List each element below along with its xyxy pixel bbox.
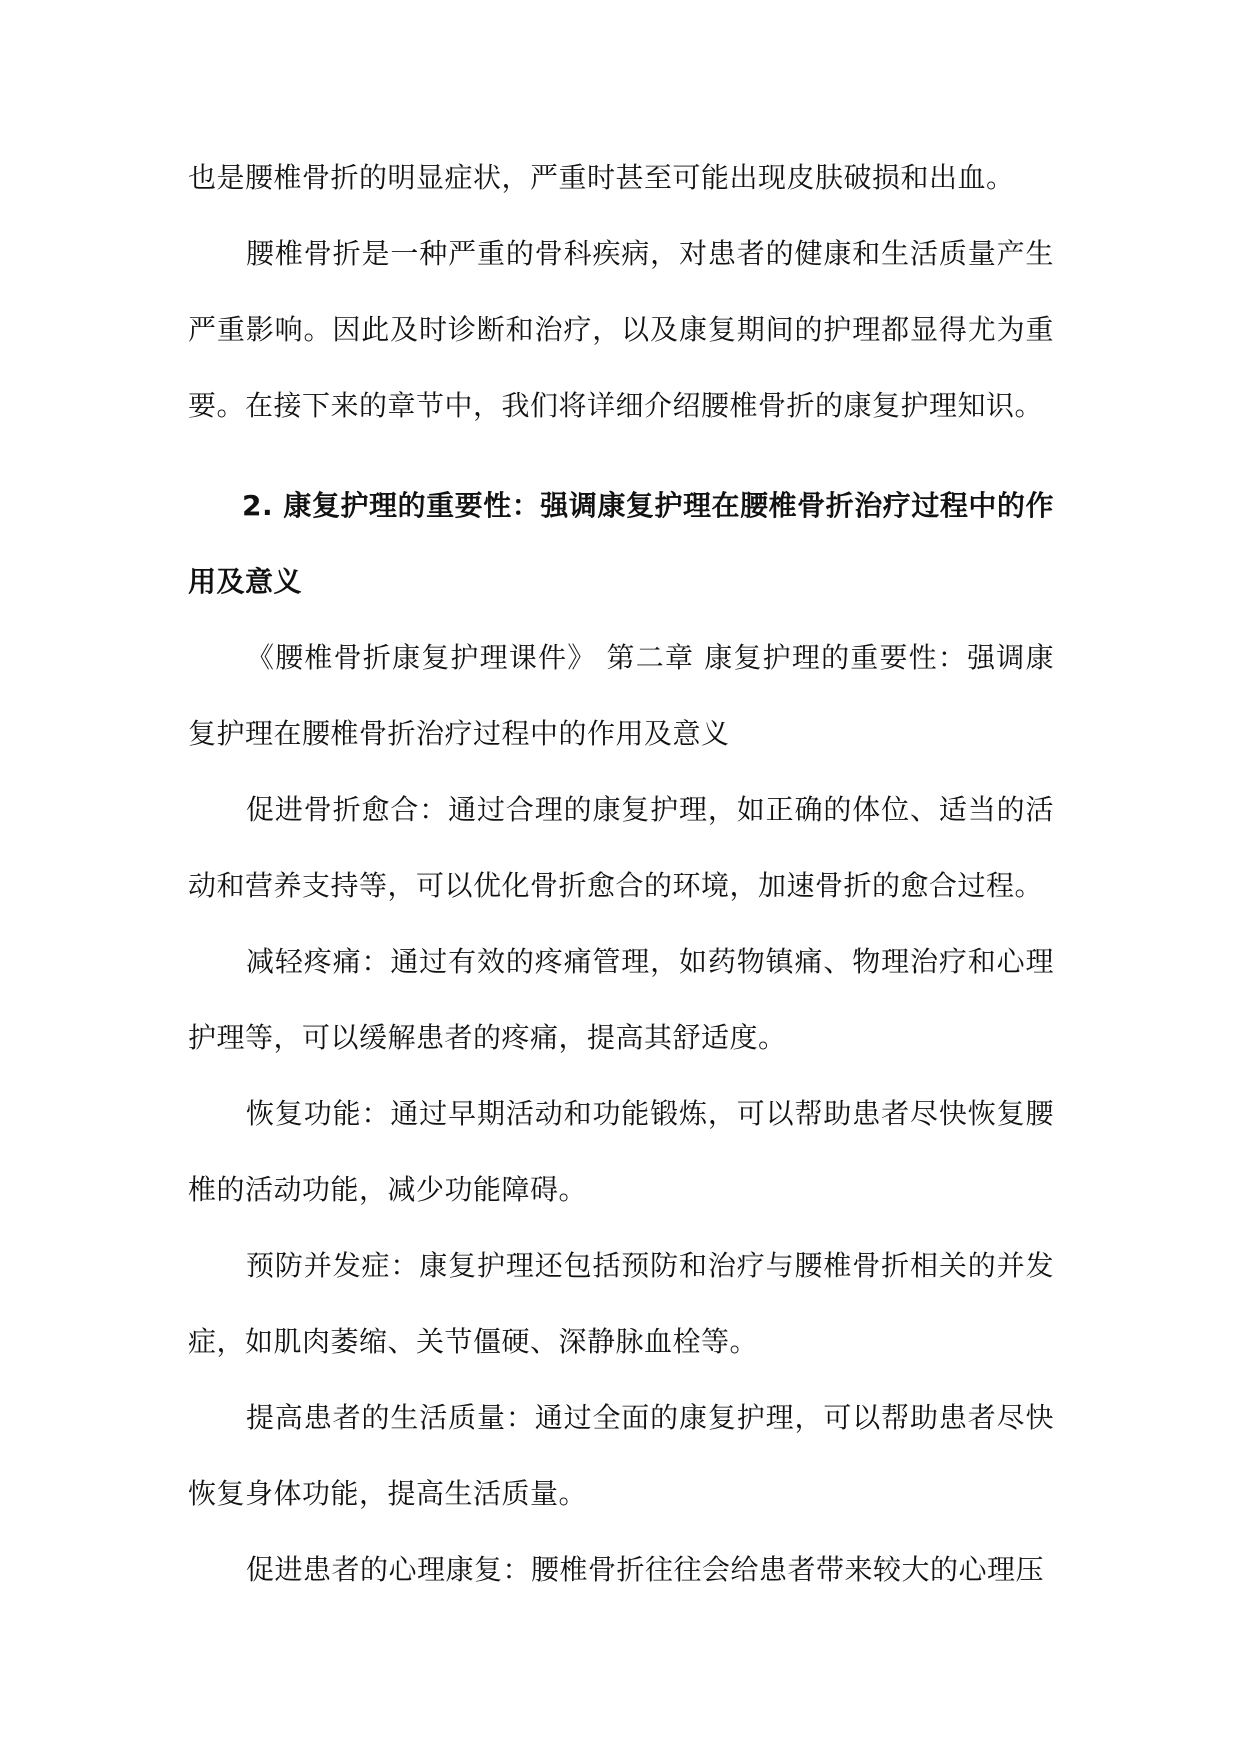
- paragraph-chapter-intro: 《腰椎骨折康复护理课件》 第二章 康复护理的重要性：强调康复护理在腰椎骨折治疗过程中的作用及意义: [188, 641, 1054, 750]
- paragraph-reduce-pain: 减轻疼痛：通过有效的疼痛管理，如药物镇痛、物理治疗和心理护理等，可以缓解患者的疼痛，提高其舒适度。: [188, 945, 1054, 1054]
- paragraph-quality-of-life: 提高患者的生活质量：通过全面的康复护理，可以帮助患者尽快恢复身体功能，提高生活质量。: [188, 1401, 1054, 1510]
- paragraph-fracture-summary: 腰椎骨折是一种严重的骨科疾病，对患者的健康和生活质量产生严重影响。因此及时诊断和治疗，以及康复期间的护理都显得尤为重要。在接下来的章节中，我们将详细介绍腰椎骨折的康复护理知识。: [188, 237, 1054, 422]
- section-heading-rehab-importance: 2. 康复护理的重要性：强调康复护理在腰椎骨折治疗过程中的作用及意义: [188, 489, 1054, 598]
- paragraph-psychological-recovery: 促进患者的心理康复：腰椎骨折往往会给患者带来较大的心理压: [246, 1553, 1045, 1586]
- document-body: [188, 140, 1054, 1608]
- paragraph-symptoms-continued: 也是腰椎骨折的明显症状，严重时甚至可能出现皮肤破损和出血。: [188, 161, 1015, 194]
- paragraph-restore-function: 恢复功能：通过早期活动和功能锻炼，可以帮助患者尽快恢复腰椎的活动功能，减少功能障碍。: [188, 1097, 1054, 1206]
- paragraph-prevent-complications: 预防并发症：康复护理还包括预防和治疗与腰椎骨折相关的并发症，如肌肉萎缩、关节僵硬、深静脉血栓等。: [188, 1249, 1054, 1358]
- paragraph-promote-healing: 促进骨折愈合：通过合理的康复护理，如正确的体位、适当的活动和营养支持等，可以优化骨折愈合的环境，加速骨折的愈合过程。: [188, 793, 1054, 902]
